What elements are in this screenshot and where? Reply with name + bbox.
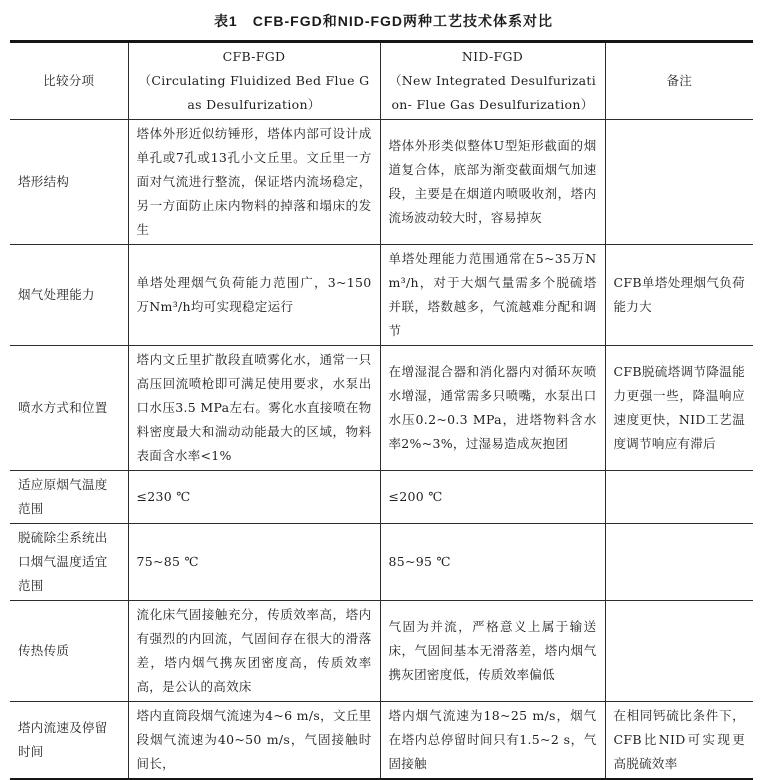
cfb-full-name: （Circulating Fluidized Bed Flue Gas Desulfurization） [138,73,370,112]
nid-cell: 在增湿混合器和消化器内对循环灰喷水增湿，通常需多只喷嘴，水泵出口水压0.2~0.3 MPa，进塔物料含水率2%~3%，过湿易造成灰抱团 [380,346,605,471]
table-row [10,702,753,780]
row-label: 塔形结构 [10,120,128,245]
nid-cell: 塔体外形类似整体U型矩形截面的烟道复合体，底部为渐变截面烟气加速段，主要是在烟道内喷吸收剂，塔内流场波动较大时，容易掉灰 [380,120,605,245]
nid-cell: 85~95 ℃ [380,524,605,601]
cfb-cell: 单塔处理烟气负荷能力范围广，3~150万Nm³/h均可实现稳定运行 [128,245,380,346]
note-cell [605,524,753,601]
row-label: 烟气处理能力 [10,245,128,346]
nid-abbr: NID-FGD [461,49,524,64]
nid-cell: ≤200 ℃ [380,471,605,524]
row-label: 塔内流速及停留时间 [10,702,128,780]
table-row [10,120,753,245]
cfb-cell: 流化床气固接触充分，传质效率高，塔内有强烈的内回流，气固间存在很大的滑落差，塔内烟气携灰团密度高，传质效率高，是公认的高效床 [128,601,380,702]
comparison-table [10,40,753,780]
cfb-cell: 塔体外形近似纺锤形，塔体内部可设计成单孔或7孔或13孔小文丘里。文丘里一方面对气流进行整流，保证塔内流场稳定，另一方面防止床内物料的掉落和塌床的发生 [128,120,380,245]
note-cell [605,601,753,702]
table-row [10,601,753,702]
cfb-cell: 75~85 ℃ [128,524,380,601]
nid-cell: 塔内烟气流速为18~25 m/s，烟气在塔内总停留时间只有1.5~2 s，气固接触 [380,702,605,780]
note-cell: CFB单塔处理烟气负荷能力大 [605,245,753,346]
header-note: 备注 [605,42,753,120]
nid-full-name: （New Integrated Desulfurization- Flue Gas Desulfurization） [388,73,597,112]
nid-cell: 单塔处理能力范围通常在5~35万Nm³/h，对于大烟气量需多个脱硫塔并联，塔数越多，气流越难分配和调节 [380,245,605,346]
cfb-cell: 塔内直筒段烟气流速为4~6 m/s，文丘里段烟气流速为40~50 m/s，气固接触时间长， [128,702,380,780]
cfb-abbr: CFB-FGD [222,49,286,64]
row-label: 脱硫除尘系统出口烟气温度适宜范围 [10,524,128,601]
table-caption: 表1 CFB-FGD和NID-FGD两种工艺技术体系对比 [213,13,554,29]
note-cell [605,471,753,524]
row-label: 喷水方式和位置 [10,346,128,471]
table-row [10,471,753,524]
table-row [10,346,753,471]
row-label: 适应原烟气温度范围 [10,471,128,524]
header-row [10,42,753,120]
cfb-cell: 塔内文丘里扩散段直喷雾化水，通常一只高压回流喷枪即可满足使用要求，水泵出口水压3.5 MPa左右。雾化水直接喷在物料密度最大和湍动动能最大的区域，物料表面含水率<1% [128,346,380,471]
header-cfb-fgd [128,42,380,120]
table-row [10,524,753,601]
cfb-cell: ≤230 ℃ [128,471,380,524]
header-compare-items: 比较分项 [43,73,95,88]
header-nid-fgd [380,42,605,120]
note-cell: 在相同钙硫比条件下，CFB比NID可实现更高脱硫效率 [605,702,753,780]
note-cell: CFB脱硫塔调节降温能力更强一些，降温响应速度更快，NID工艺温度调节响应有滞后 [605,346,753,471]
row-label: 传热传质 [10,601,128,702]
table-row [10,245,753,346]
note-cell [605,120,753,245]
nid-cell: 气固为并流，严格意义上属于输送床，气固间基本无滑落差，塔内烟气携灰团密度低，传质效率偏低 [380,601,605,702]
